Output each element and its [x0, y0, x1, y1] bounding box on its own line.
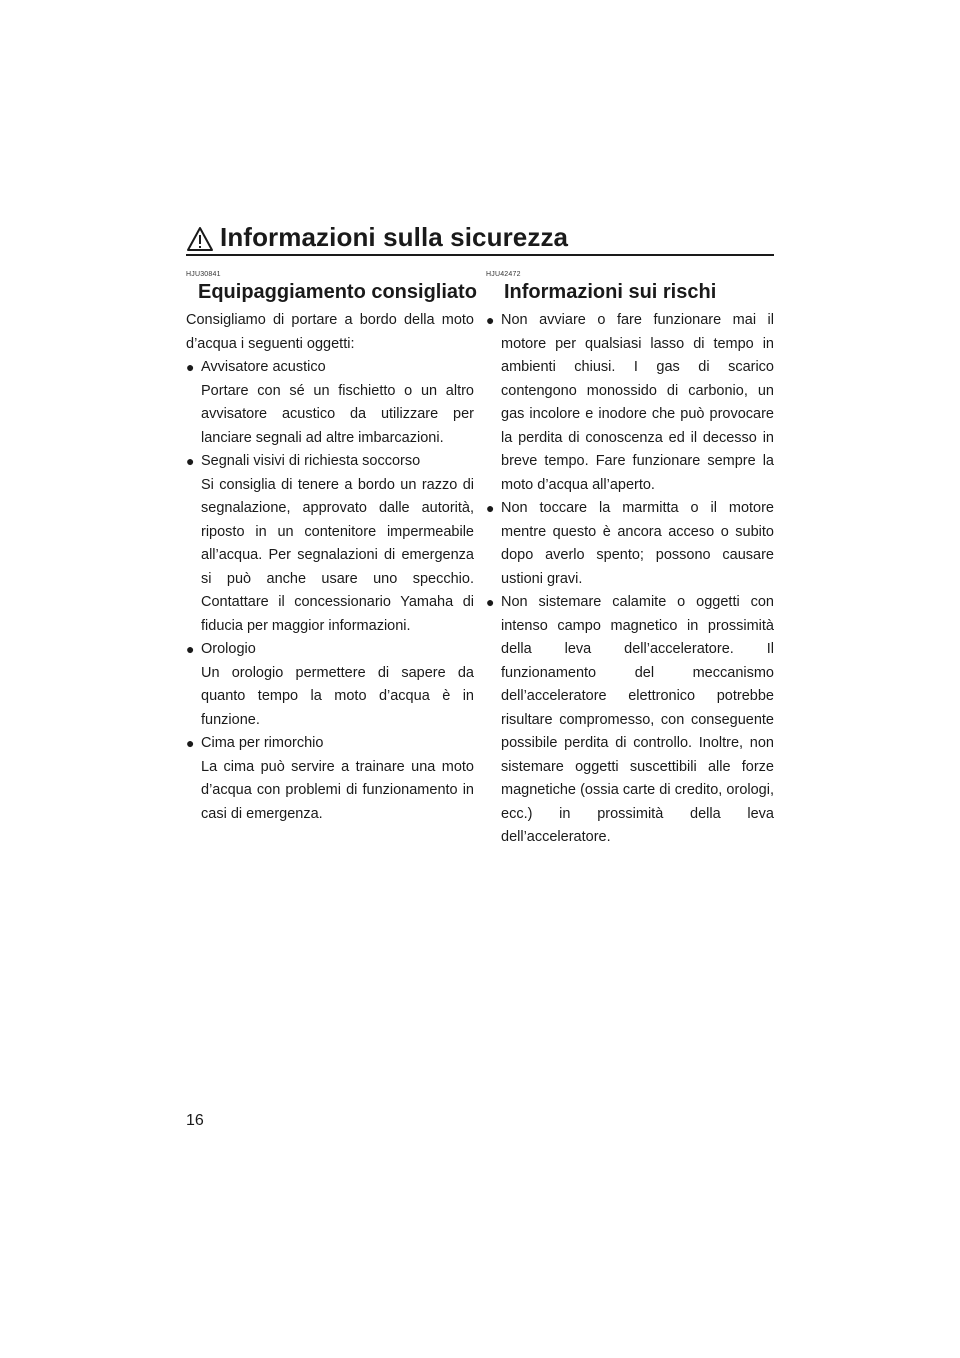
section-code: HJU42472 [486, 271, 521, 278]
bullet-icon: ● [186, 735, 195, 751]
equipment-list [186, 356, 474, 826]
list-item [486, 497, 774, 591]
item-text: Non sistemare calamite o oggetti con intenso campo magnetico in prossimità della leva dell’acceleratore. Il funzionamento del meccanismo dell’acceleratore elettronico potrebbe risultare compromesso, con conseguente possibile perdita di controllo. Inoltre, non sistemare oggetti suscettibili alle forze magnetiche (ossia carte di credito, orologi, ecc.) in prossimità della leva dell’acceleratore. [501, 594, 774, 845]
bullet-icon: ● [186, 359, 195, 375]
page-title: Informazioni sulla sicurezza [220, 222, 569, 252]
page-header [186, 224, 774, 258]
page-number: 16 [186, 1112, 204, 1129]
list-item [186, 638, 474, 732]
item-label: Orologio [201, 641, 256, 657]
list-item [486, 591, 774, 850]
bullet-icon: ● [186, 453, 195, 469]
intro-paragraph: Consigliamo di portare a bordo della moto d’acqua i seguenti oggetti: [186, 312, 474, 352]
item-text: Un orologio permettere di sapere da quanto tempo la moto d’acqua è in funzione. [201, 664, 474, 728]
item-text: Portare con sé un fischietto o un altro avvisatore acustico da utilizzare per lanciare segnali ad altre imbarcazioni. [201, 382, 474, 446]
section-heading: Equipaggiamento consigliato [198, 281, 477, 303]
bullet-icon: ● [186, 641, 195, 657]
warning-triangle-icon [186, 226, 214, 252]
item-label: Avvisatore acustico [201, 359, 326, 375]
section-heading: Informazioni sui rischi [504, 281, 717, 303]
list-item [186, 450, 474, 638]
bullet-icon: ● [486, 594, 495, 610]
item-text: Non avviare o fare funzionare mai il motore per qualsiasi lasso di tempo in ambienti chiusi. I gas di scarico contengono monossido di carbonio, un gas incolore e inodore che può provocare la perdita di conoscenza ed il decesso in breve tempo. Fare funzionare sempre la moto d’acqua all’aperto. [501, 312, 774, 493]
left-column [186, 270, 477, 826]
header-rule [186, 254, 774, 256]
risk-list [486, 309, 774, 850]
list-item [186, 732, 474, 826]
item-label: Segnali visivi di richiesta soccorso [201, 453, 421, 469]
item-label: Cima per rimorchio [201, 735, 324, 751]
item-text: La cima può servire a trainare una moto d’acqua con problemi di funzionamento in casi di emergenza. [201, 758, 474, 822]
list-item [486, 309, 774, 497]
item-text: Non toccare la marmitta o il motore mentre questo è ancora acceso o subito dopo averlo spento; possono causare ustioni gravi. [501, 500, 774, 587]
right-column [486, 270, 774, 850]
bullet-icon: ● [486, 500, 495, 516]
item-text: Si consiglia di tenere a bordo un razzo di segnalazione, approvato dalle autorità, riposto in un contenitore impermeabile all’acqua. Per segnalazioni di emergenza si può anche usare uno specchio. Contattare il concessionario Yamaha di fiducia per maggior informazioni. [201, 476, 474, 634]
section-code: HJU30841 [186, 271, 221, 278]
list-item [186, 356, 474, 450]
bullet-icon: ● [486, 312, 495, 328]
